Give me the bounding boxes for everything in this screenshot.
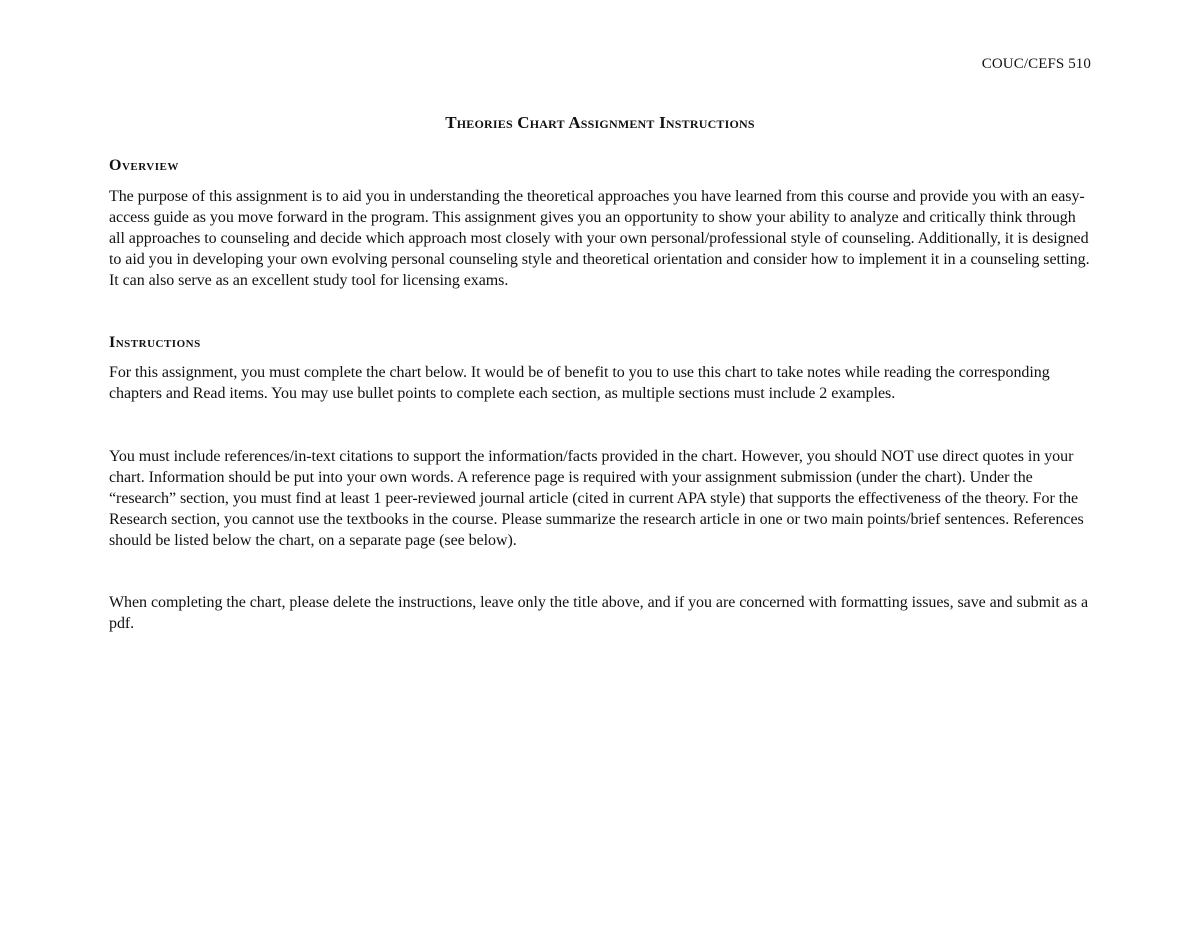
overview-heading: Overview <box>109 157 179 174</box>
document-title: Theories Chart Assignment Instructions <box>445 113 755 132</box>
course-code-header: COUC/CEFS 510 <box>981 56 1091 72</box>
instructions-paragraph-3: When completing the chart, please delete the instructions, leave only the title above, and if you are concerned with formatting issues, save and submit as a pdf. <box>109 594 1088 632</box>
instructions-heading: Instructions <box>109 334 201 351</box>
instructions-paragraph-2: You must include references/in-text citations to support the information/facts provided in the chart. However, you should NOT use direct quotes in your chart. Information should be put into your own words. A reference page is required with your assignment submission (under the chart). Under the “research” section, you must find at least 1 peer-reviewed journal article (cited in current APA style) that supports the effectiveness of the theory. For the Research section, you cannot use the textbooks in the course. Please summarize the research article in one or two main points/brief sentences. References should be listed below the chart, on a separate page (see below). <box>109 448 1084 549</box>
instructions-paragraph-1: For this assignment, you must complete the chart below. It would be of benefit to you to use this chart to take notes while reading the corresponding chapters and Read items. You may use bullet points to complete each section, as multiple sections must include 2 examples. <box>109 364 1050 402</box>
overview-paragraph: The purpose of this assignment is to aid you in understanding the theoretical approaches you have learned from this course and provide you with an easy-access guide as you move forward in the program. This assignment gives you an opportunity to show your ability to analyze and critically think through all approaches to counseling and decide which approach most closely with your own personal/professional style of counseling. Additionally, it is designed to aid you in developing your own evolving personal counseling style and theoretical orientation and consider how to implement it in a counseling setting. It can also serve as an excellent study tool for licensing exams. <box>109 188 1090 289</box>
